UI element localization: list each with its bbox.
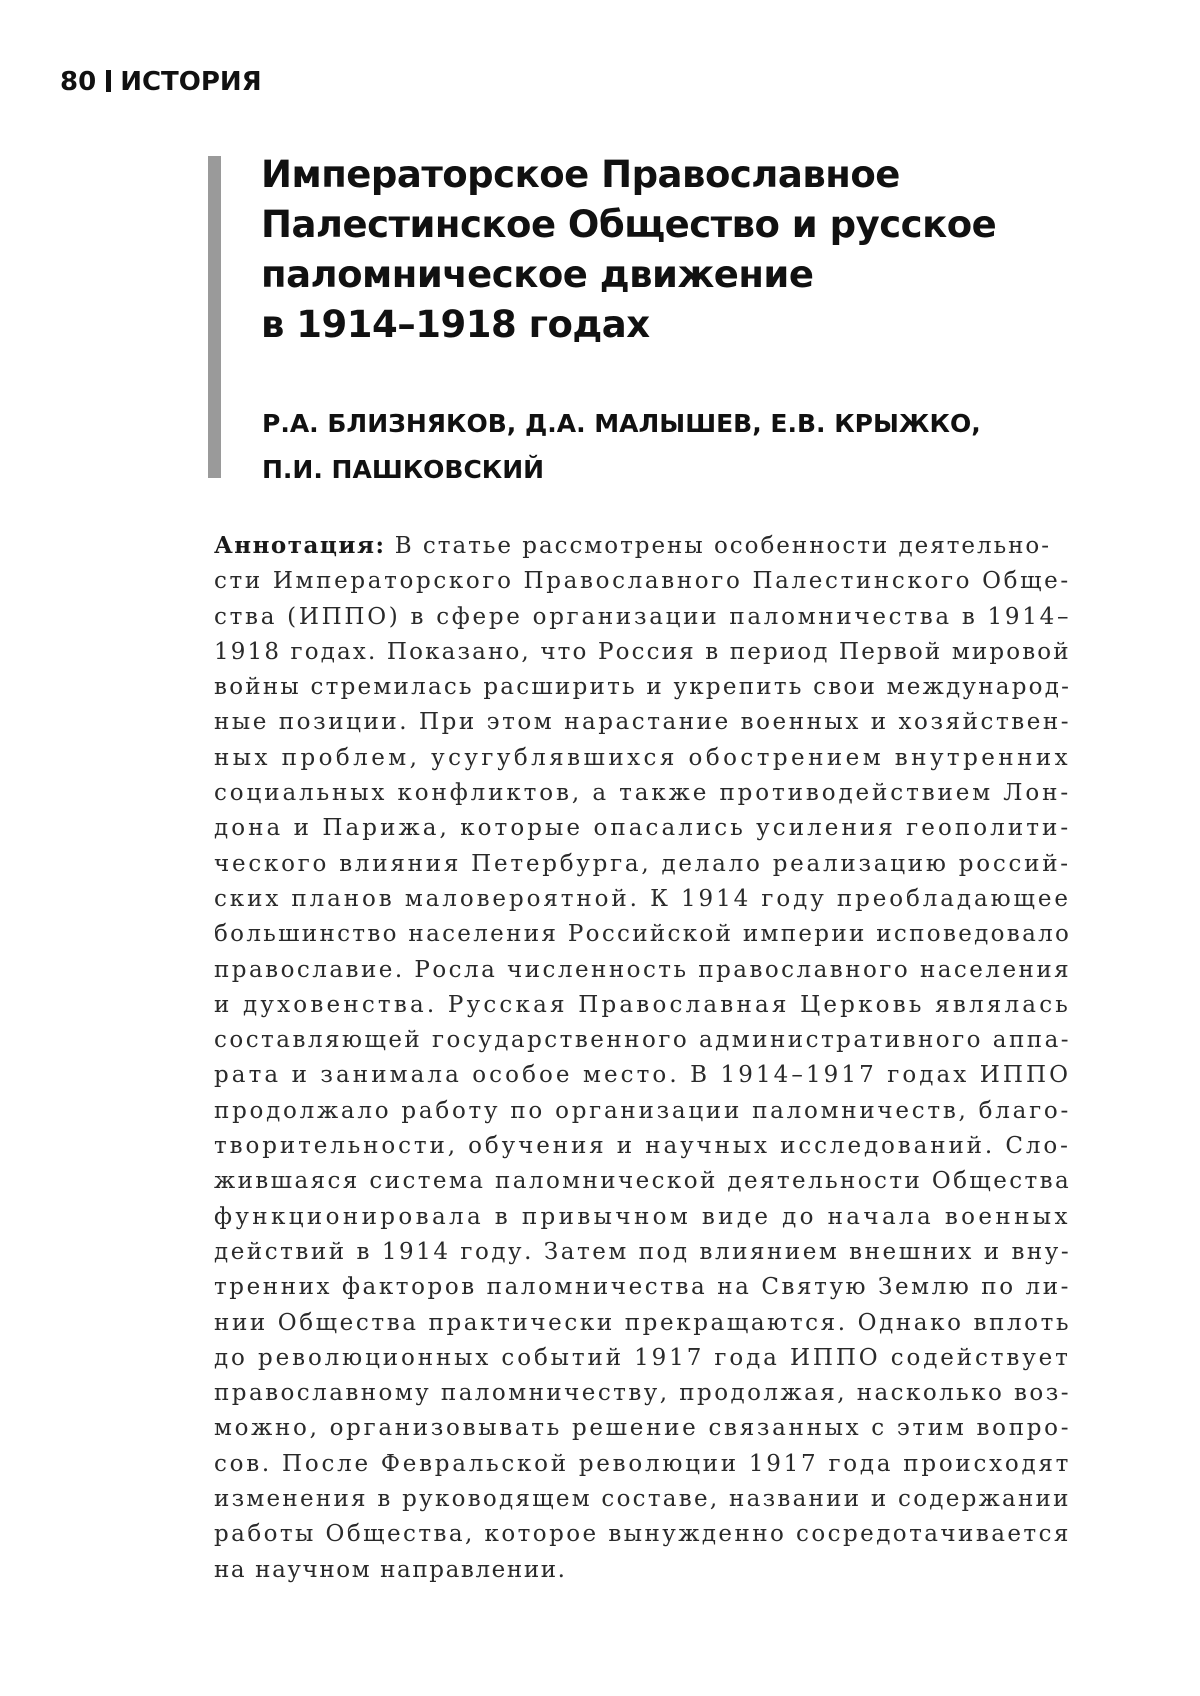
article-title (261, 150, 1131, 350)
abstract-line: ских планов маловероятной. К 1914 году преобладающее (214, 885, 1071, 912)
separator-bar (106, 70, 111, 92)
abstract-label: Аннотация: (214, 532, 386, 559)
abstract-line: функционировала в привычном виде до начала военных (214, 1203, 1071, 1230)
abstract-line: православие. Росла численность православного населения (214, 956, 1072, 983)
abstract-line: действий в 1914 году. Затем под влиянием внешних и вну- (214, 1238, 1072, 1265)
title-accent-bar (208, 156, 221, 478)
abstract-line: продолжало работу по организации паломничеств, благо- (214, 1097, 1071, 1124)
abstract-line: ства (ИППО) в сфере организации паломничества в 1914– (214, 603, 1072, 630)
abstract-first-line-text: В статье рассмотрены особенности деятельно- (385, 533, 1051, 559)
abstract-line: социальных конфликтов, а также противодействием Лон- (214, 780, 1072, 807)
running-head (60, 66, 262, 98)
authors-line: Р.А. БЛИЗНЯКОВ, Д.А. МАЛЫШЕВ, Е.В. КРЫЖКО, (262, 409, 981, 438)
abstract-line: нии Общества практически прекращаются. Однако вплоть (214, 1309, 1072, 1336)
abstract-body (214, 564, 1071, 1588)
abstract-line: тренних факторов паломничества на Святую Землю по ли- (214, 1274, 1071, 1301)
abstract-line (214, 528, 1071, 564)
abstract-line: большинство населения Российской империи исповедовало (214, 921, 1072, 948)
article-authors (262, 401, 1142, 493)
abstract (214, 528, 1071, 1588)
section-name: ИСТОРИЯ (120, 67, 262, 97)
abstract-line: изменения в руководящем составе, названии и содержании (214, 1486, 1071, 1513)
title-line: паломническое движение (261, 253, 814, 296)
authors-line: П.И. ПАШКОВСКИЙ (262, 455, 545, 484)
abstract-line: работы Общества, которое вынужденно сосредотачивается (214, 1521, 1071, 1548)
abstract-line: ческого влияния Петербурга, делало реализацию россий- (214, 850, 1071, 877)
abstract-line: составляющей государственного административного аппа- (214, 1027, 1072, 1054)
abstract-line: сов. После Февральской революции 1917 года происходят (214, 1450, 1072, 1477)
abstract-line: и духовенства. Русская Православная Церковь являлась (214, 991, 1072, 1018)
page-number: 80 (60, 67, 97, 97)
abstract-line: сти Императорского Православного Палестинского Обще- (214, 568, 1071, 595)
abstract-line: дона и Парижа, которые опасались усиления геополити- (214, 815, 1072, 842)
abstract-line: жившаяся система паломнической деятельности Общества (214, 1168, 1072, 1195)
abstract-line: ные позиции. При этом нарастание военных и хозяйствен- (214, 709, 1072, 736)
title-line: в 1914–1918 годах (261, 303, 650, 346)
abstract-line: 1918 годах. Показано, что Россия в период Первой мировой (214, 638, 1071, 665)
abstract-line: можно, организовывать решение связанных с этим вопро- (214, 1415, 1072, 1442)
abstract-line: рата и занимала особое место. В 1914–1917 годах ИППО (214, 1062, 1072, 1089)
abstract-line: творительности, обучения и научных исследований. Сло- (214, 1133, 1071, 1160)
abstract-line: ных проблем, усугублявшихся обострением внутренних (214, 744, 1072, 771)
title-line: Императорское Православное (261, 153, 900, 196)
title-line: Палестинское Общество и русское (261, 203, 997, 246)
abstract-line: православному паломничеству, продолжая, насколько воз- (214, 1380, 1071, 1407)
abstract-line: войны стремилась расширить и укрепить свои международ- (214, 674, 1072, 701)
abstract-line: до революционных событий 1917 года ИППО содействует (214, 1344, 1071, 1371)
abstract-line: на научном направлении. (214, 1556, 567, 1583)
